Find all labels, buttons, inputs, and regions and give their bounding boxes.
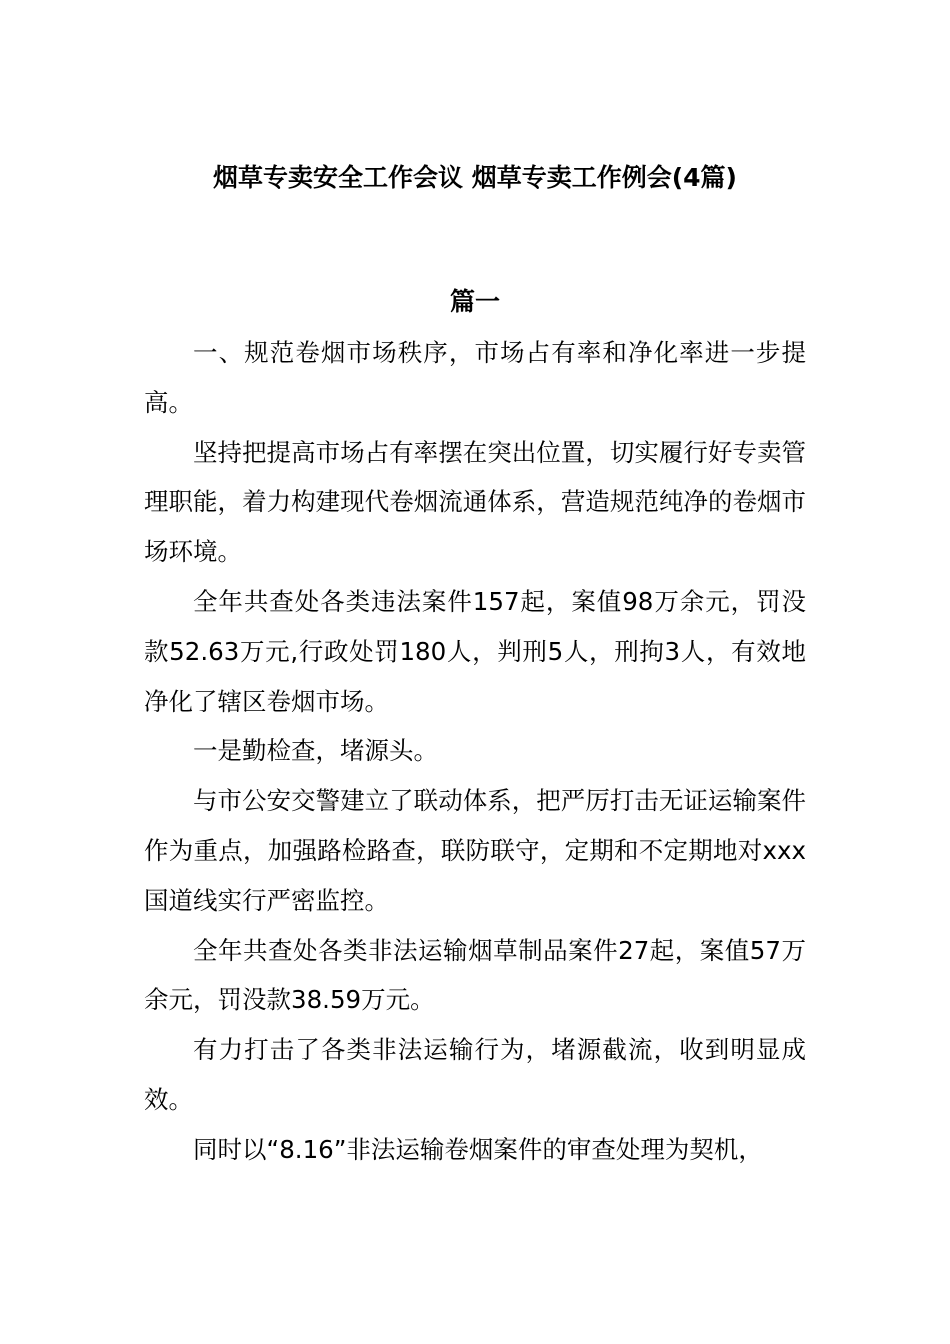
paragraph: 一、规范卷烟市场秩序，市场占有率和净化率进一步提高。 [144,338,806,417]
paragraph: 全年共查处各类违法案件157起，案值98万余元，罚没款52.63万元,行政处罚180人，判刑5人，刑拘3人，有效地净化了辖区卷烟市场。 [144,586,806,716]
paragraph: 一是勤检查，堵源头。 [193,736,438,766]
section-heading: 篇一 [449,287,500,316]
paragraph: 全年共查处各类非法运输烟草制品案件27起，案值57万余元，罚没款38.59万元。 [144,935,806,1015]
paragraph: 同时以“8.16”非法运输卷烟案件的审查处理为契机， [193,1134,763,1164]
paragraph: 有力打击了各类非法运输行为，堵源截流，收到明显成效。 [144,1035,806,1114]
paragraph: 坚持把提高市场占有率摆在突出位置，切实履行好专卖管理职能，着力构建现代卷烟流通体系，营造规范纯净的卷烟市场环境。 [144,437,806,567]
document-title: 烟草专卖安全工作会议 烟草专卖工作例会(4篇) [213,163,737,192]
document-body [144,328,806,1175]
paragraph: 与市公安交警建立了联动体系，把严厉打击无证运输案件作为重点，加强路检路查，联防联守，定期和不定期地对xxx国道线实行严密监控。 [144,786,806,915]
